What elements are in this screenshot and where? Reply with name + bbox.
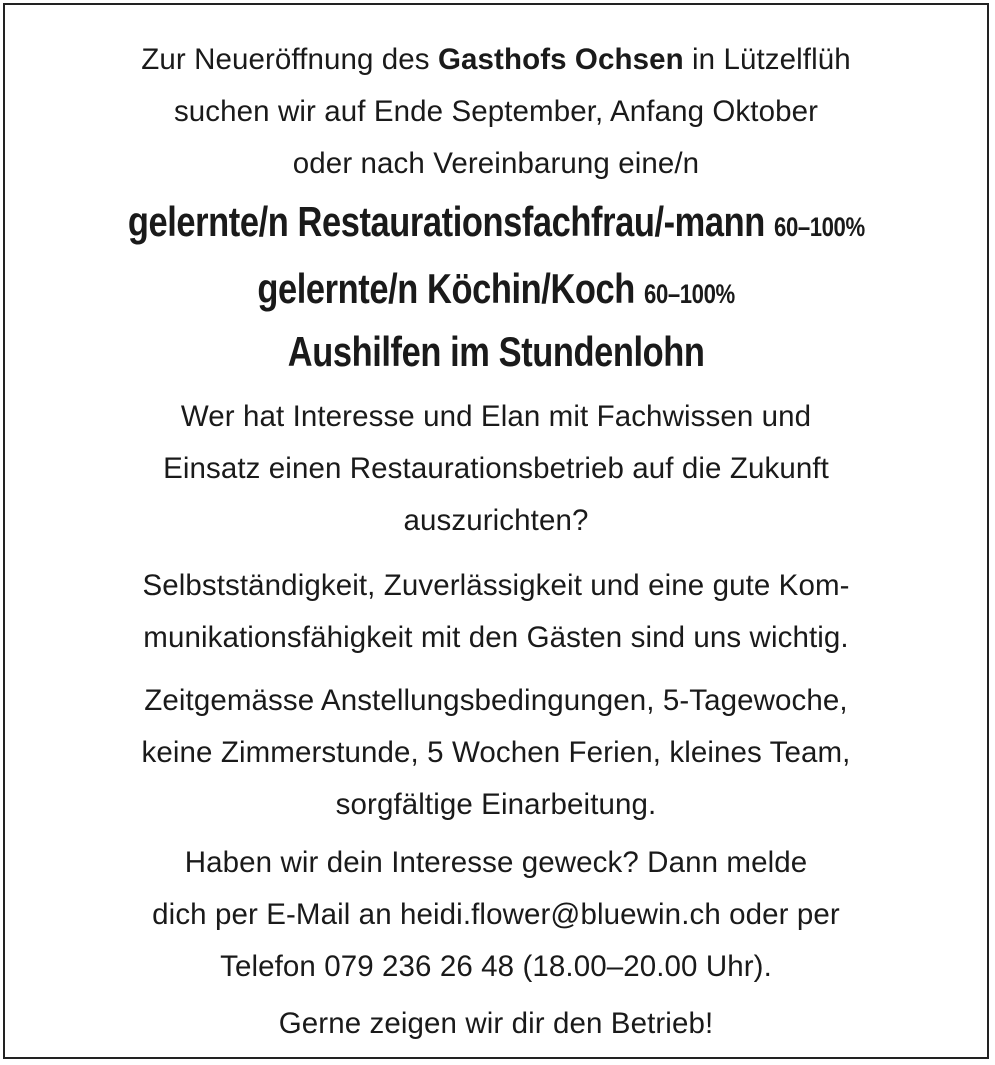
position-title-cook: gelernte/n Köchin/Koch 60–100% xyxy=(257,265,735,312)
paragraph-interest: Wer hat Interesse und Elan mit Fachwissen und Einsatz einen Restaurationsbetrieb auf die Zukunft auszurichten? xyxy=(163,400,829,537)
position-title-service: gelernte/n Restaurationsfachfrau/-mann 60–100% xyxy=(127,198,865,245)
paragraph-contact: Haben wir dein Interesse geweck? Dann melde dich per E-Mail an heidi.flower@bluewin.ch oder per Telefon 079 236 26 48 (18.00–20.00 Uhr). xyxy=(152,846,840,983)
intro-text xyxy=(5,34,987,190)
intro-line-3: oder nach Vereinbarung eine/n xyxy=(292,147,700,180)
company-name: Gasthofs Ochsen xyxy=(437,43,684,76)
paragraph-closing: Gerne zeigen wir dir den Betrieb! xyxy=(278,1007,714,1040)
paragraph-conditions: Zeitgemässe Anstellungsbedingungen, 5-Tagewoche, keine Zimmerstunde, 5 Wochen Ferien, kleines Team, sorgfältige Einarbeitung. xyxy=(141,684,851,821)
intro-line-2: suchen wir auf Ende September, Anfang Oktober xyxy=(173,95,819,128)
position-title-temp: Aushilfen im Stundenlohn xyxy=(287,328,705,375)
job-ad xyxy=(3,3,989,1059)
position-percent: 60–100% xyxy=(773,212,865,242)
position-percent: 60–100% xyxy=(643,279,735,309)
intro-line-1: Zur Neueröffnung des Gasthofs Ochsen in Lützelflüh xyxy=(141,43,851,76)
paragraph-qualities: Selbstständigkeit, Zuverlässigkeit und eine gute Kom- munikationsfähigkeit mit den Gästen sind uns wichtig. xyxy=(142,569,850,654)
